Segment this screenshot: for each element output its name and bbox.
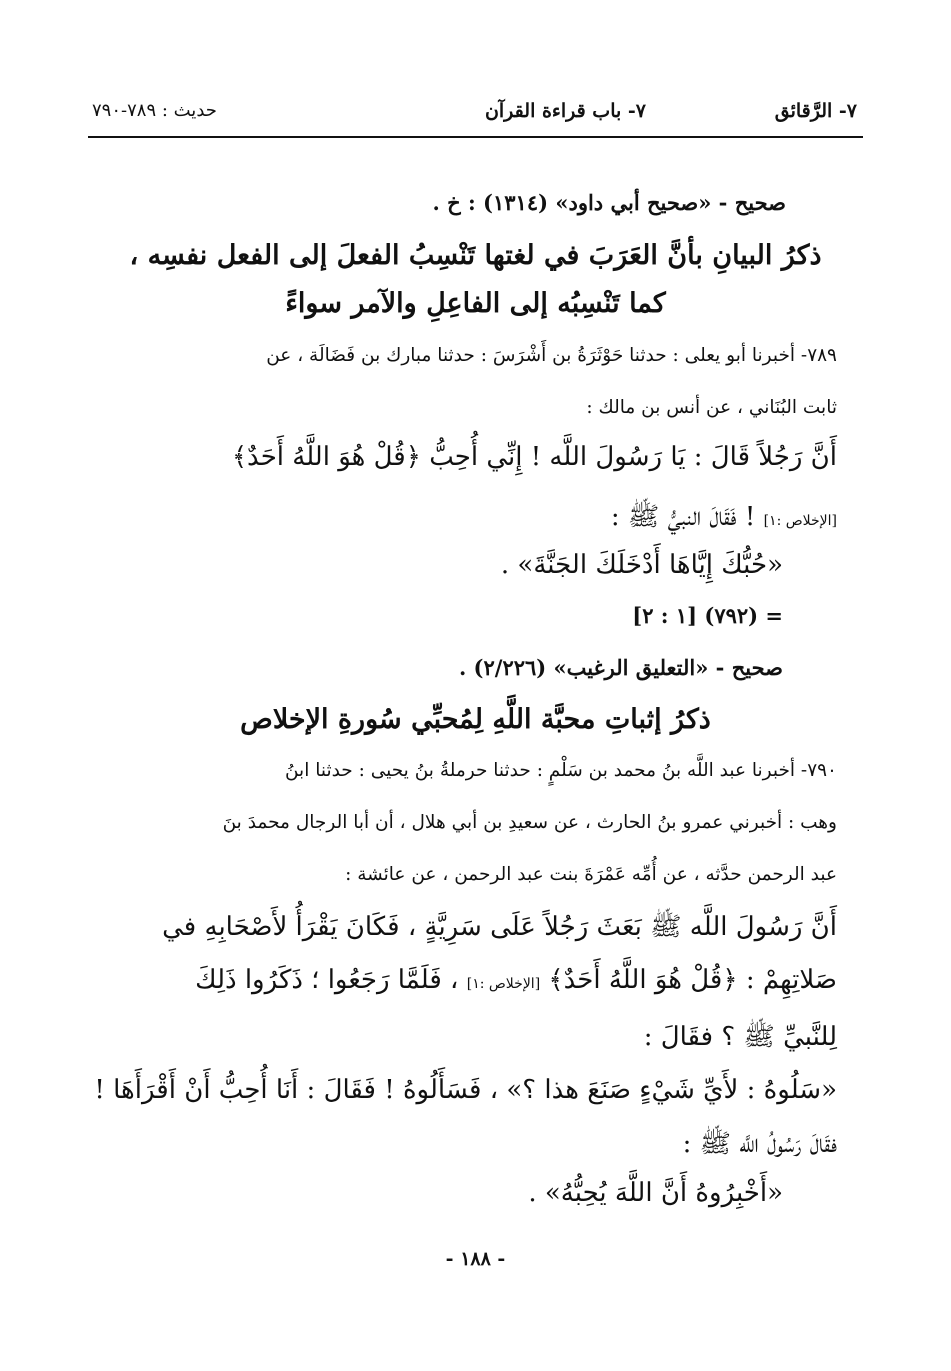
page-number: - ١٨٨ -	[445, 1248, 506, 1270]
isnad-line: عبد الرحمن حدَّثه ، عن أُمِّه عَمْرَةَ بنت عبد الرحمن ، عن عائشة :	[345, 864, 837, 885]
isnad-line: ٧٩٠- أخبرنا عبد اللَّه بنُ محمد بن سَلْمٍ : حدثنا حرملةُ بنُ يحيى : حدثنا ابنُ	[284, 760, 837, 781]
section-title: ٧- باب قراءة القرآن	[484, 100, 646, 122]
hadith-text-line	[110, 500, 837, 538]
section-heading: ذكرُ إثباتِ محبَّة اللَّهِ لِمُحبِّي سُورةِ الإخلاص	[240, 704, 711, 735]
isnad-line: وهب : أخبرني عمرو بنُ الحارث ، عن سعيدِ بن أبي هلال ، أن أبا الرجال محمدَ بنَ	[222, 812, 837, 833]
hadith-text-line: أَنَّ رَسُولَ اللَّه ﷺ بَعَثَ رَجُلاً عَلَى سَرِيَّةٍ ، فَكَانَ يَقْرَأُ لأَصْحَابِهِ في	[162, 912, 837, 942]
hadith-text-line: «أَخْبِرُوهُ أَنَّ اللَّهَ يُحِبُّهُ» .	[528, 1178, 783, 1208]
hadith-text: صَلاتِهِمْ : ﴿قُلْ هُوَ اللَّهُ أَحَدٌ﴾	[540, 965, 837, 995]
isnad-line: ثابت البُنَاني ، عن أنس بن مالك :	[586, 397, 837, 418]
hadith-text-line: أَنَّ رَجُلاً قَالَ : يَا رَسُولَ اللَّه ! إِنِّي أُحِبُّ ﴿قُلْ هُوَ اللَّهُ أَحَدٌ﴾	[231, 442, 837, 472]
hadith-text-line: لِلنَّبيِّ ﷺ ؟ فقَالَ :	[643, 1022, 837, 1052]
hadith-text-line	[110, 965, 837, 995]
chapter-title: ٧- الرَّقائق	[774, 100, 857, 122]
grading-line: صحيح - «صحيح أبي داود» (١٣١٤) : خ .	[432, 190, 786, 215]
section-heading: كما تَنْسِبُه إلى الفاعِلِ والآمر سواءً	[285, 288, 666, 319]
hadith-text: ! فَقَالَ النبيُّ ﷺ :	[610, 502, 764, 532]
hadith-range: حديث : ٧٨٩-٧٩٠	[92, 100, 217, 121]
hadith-text-line: «سَلُوهُ : لأَيِّ شَيْءٍ صَنَعَ هذا ؟» ، فَسَأَلُوهُ ! فَقَالَ : أَنَا أُحِبُّ أَنْ أَقْرَأَهَا !	[94, 1075, 837, 1105]
quran-reference: [الإخلاص :١]	[466, 976, 541, 992]
cross-reference: = (٧٩٢) [١ : ٢]	[632, 603, 783, 628]
hadith-text-line: فقَالَ رَسُولُ اللَّه ﷺ :	[682, 1129, 837, 1159]
hadith-text: ، فَلَمَّا رَجَعُوا ؛ ذَكَرُوا ذَلِكَ	[195, 965, 467, 995]
hadith-text-line: «حُبُّكَ إِيَّاهَا أَدْخَلَكَ الجَنَّةَ» .	[500, 550, 783, 580]
quran-reference: [الإخلاص :١]	[763, 513, 837, 529]
grading-line: صحيح - «التعليق الرغيب» (٢/٢٢٦) .	[458, 655, 783, 680]
isnad-line: ٧٨٩- أخبرنا أبو يعلى : حدثنا حَوْثَرَةُ بن أَشْرَسَ : حدثنا مبارك بن فَضَالَة ، عن	[266, 345, 837, 366]
section-heading: ذكرُ البيانِ بأنَّ العَرَبَ في لغتها تَنْسِبُ الفعلَ إلى الفعل نفسِه ،	[129, 240, 822, 271]
header-rule	[88, 136, 863, 138]
